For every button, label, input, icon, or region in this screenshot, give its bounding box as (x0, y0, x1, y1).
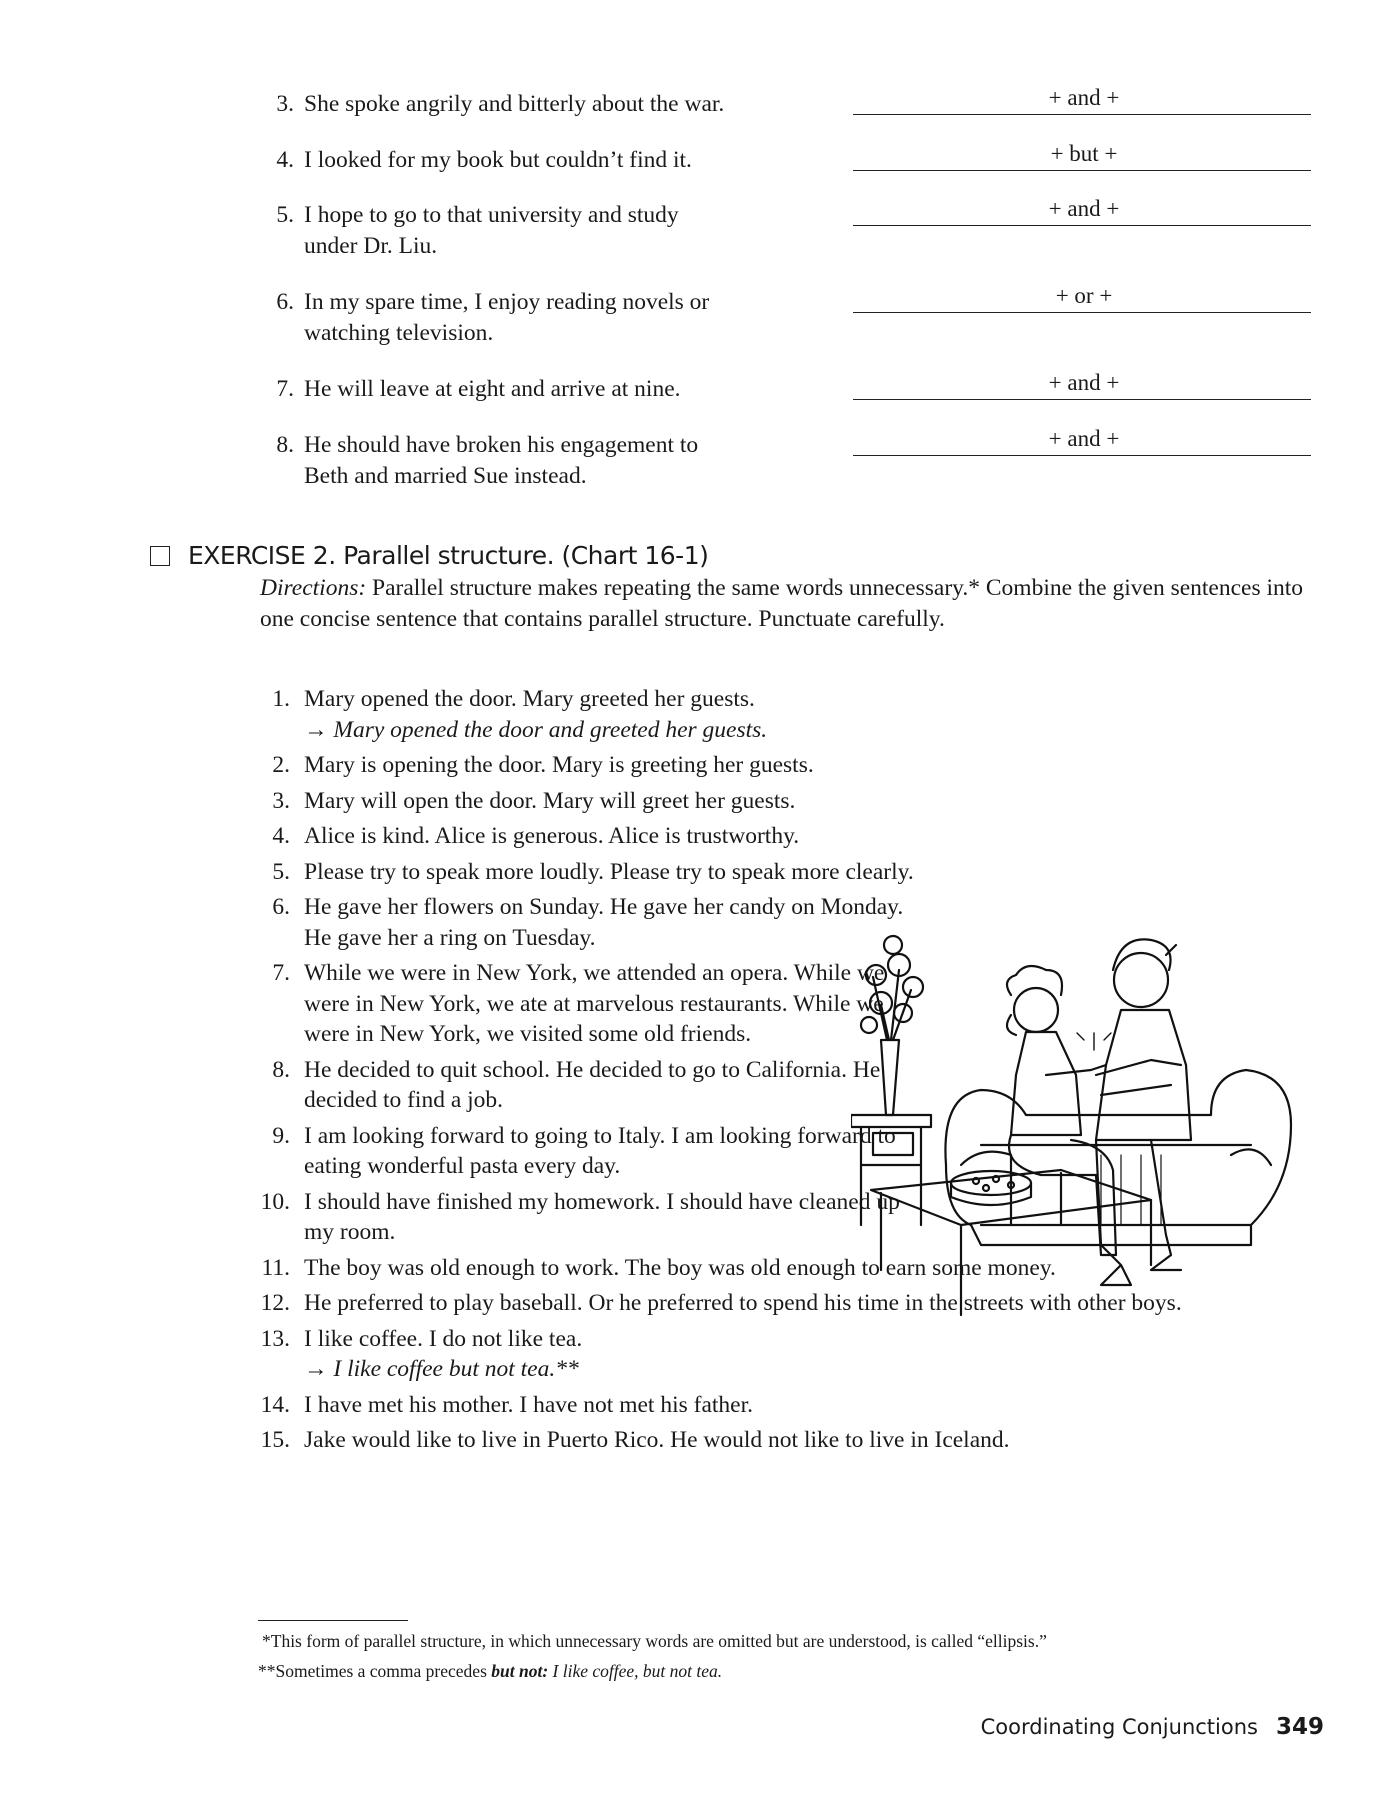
item-text: He should have broken his engagement to Beth and married Sue instead. (304, 432, 699, 489)
item-number: 3. (276, 91, 294, 117)
item-number: 15. (260, 1427, 290, 1453)
footnote-rule (258, 1620, 408, 1621)
item-text: She spoke angrily and bitterly about the war. (304, 91, 725, 117)
item-text: While we were in New York, we attended an opera. While we were in New York, we ate at marvelous restaurants. While we were in New York, we visited some old friends. (304, 960, 885, 1047)
item-number: 6. (272, 894, 290, 920)
answer-line-5[interactable] (853, 196, 1311, 226)
answer-text: + and + (1048, 426, 1120, 451)
item-number: 10. (260, 1188, 290, 1215)
item-number: 1. (272, 686, 290, 712)
item-number: 3. (272, 787, 290, 814)
item-text: He will leave at eight and arrive at nine. (304, 376, 681, 402)
item-text: Alice is kind. Alice is generous. Alice is trustworthy. (304, 823, 800, 849)
item-number: 12. (260, 1290, 290, 1316)
exercise-item (246, 892, 904, 953)
page-number: 349 (1275, 1714, 1324, 1740)
answer-text: + and + (1048, 85, 1120, 110)
item-number: 6. (276, 289, 294, 315)
item-number: 8. (272, 1056, 290, 1083)
example-answer: → Mary opened the door and greeted her guests. (304, 716, 768, 743)
item-text: Please try to speak more loudly. Please try to speak more clearly. (304, 858, 914, 885)
item-number: 13. (260, 1325, 290, 1352)
section-title: Coordinating Conjunctions (980, 1715, 1258, 1739)
answer-line-3[interactable] (853, 85, 1311, 115)
item-text: Mary opened the door. Mary greeted her guests. (304, 686, 755, 712)
answer-line-6[interactable] (853, 283, 1311, 313)
exercise-header (150, 541, 708, 570)
exercise-item (246, 1121, 904, 1182)
page-footer (981, 1714, 1324, 1740)
flower-vase-icon (861, 936, 923, 1115)
footnote-2: **Sometimes a comma precedes but not: I like coffee, but not tea. (258, 1661, 723, 1681)
item-text: He preferred to play baseball. Or he preferred to spend his time in the streets with other boys. (304, 1290, 1182, 1316)
exercise-title: EXERCISE 2. Parallel structure. (Chart 16-1) (188, 541, 709, 570)
answer-line-4[interactable] (853, 141, 1311, 171)
man-figure (1096, 939, 1191, 1285)
item-text: Mary will open the door. Mary will greet her guests. (304, 787, 796, 814)
item-text: I am looking forward to going to Italy. I am looking forward to eating wonderful pasta every day. (304, 1122, 896, 1179)
item-text: I have met his mother. I have not met his father. (304, 1391, 753, 1418)
answer-text: + or + (1055, 283, 1113, 308)
exercise-checkbox[interactable] (150, 546, 170, 566)
footnote-1: *This form of parallel structure, in which unnecessary words are omitted but are understood, is called “ellipsis.” (262, 1631, 1047, 1651)
item-text: The boy was old enough to work. The boy was old enough to earn some money. (304, 1254, 1056, 1281)
item-text: I like coffee. I do not like tea. (304, 1325, 583, 1352)
item-text: I hope to go to that university and study under Dr. Liu. (304, 202, 679, 259)
item-number: 8. (276, 432, 294, 458)
item-number: 4. (272, 823, 290, 849)
item-number: 5. (276, 202, 294, 228)
answer-text: + but + (1050, 141, 1118, 166)
exercise-item (246, 786, 1326, 817)
item-text: I should have finished my homework. I should have cleaned up my room. (304, 1188, 900, 1245)
item-number: 7. (272, 960, 290, 986)
example-answer: → I like coffee but not tea.** (304, 1356, 579, 1382)
directions-text: Parallel structure makes repeating the same words unnecessary.* Combine the given sentences into one concise sentence that contains parallel structure. Punctuate carefully. (260, 575, 1304, 632)
answer-line-7[interactable] (853, 370, 1311, 400)
exercise-item (246, 1390, 1326, 1421)
item-number: 9. (272, 1122, 290, 1149)
exercise-item (246, 1187, 904, 1248)
item-number: 2. (272, 752, 290, 778)
exercise-item (246, 821, 1326, 852)
item-number: 4. (276, 147, 294, 173)
couple-on-sofa-illustration (851, 925, 1326, 1320)
exercise-item (246, 958, 904, 1050)
item-text: Mary is opening the door. Mary is greeting her guests. (304, 752, 814, 778)
exercise-item (246, 750, 1326, 781)
item-text: In my spare time, I enjoy reading novels or watching television. (304, 289, 710, 346)
exercise-item (246, 684, 1326, 745)
answer-line-8[interactable] (853, 426, 1311, 456)
answer-text: + and + (1048, 196, 1120, 221)
directions-label: Directions: (260, 575, 367, 601)
exercise-item (246, 1324, 1326, 1385)
item-text: He gave her flowers on Sunday. He gave her candy on Monday. He gave her a ring on Tuesday. (304, 894, 904, 951)
exercise-item (246, 857, 1326, 888)
item-number: 5. (272, 858, 290, 885)
item-text: He decided to quit school. He decided to go to California. He decided to find a job. (304, 1056, 881, 1113)
exercise-item (246, 1055, 904, 1116)
item-number: 7. (276, 376, 294, 402)
item-text: I looked for my book but couldn’t find it. (304, 147, 692, 173)
exercise-item (246, 1425, 1326, 1456)
item-number: 11. (261, 1254, 290, 1281)
item-text: Jake would like to live in Puerto Rico. He would not like to live in Iceland. (304, 1427, 1010, 1453)
directions (260, 573, 1320, 634)
answer-text: + and + (1048, 370, 1120, 395)
item-number: 14. (260, 1391, 290, 1418)
